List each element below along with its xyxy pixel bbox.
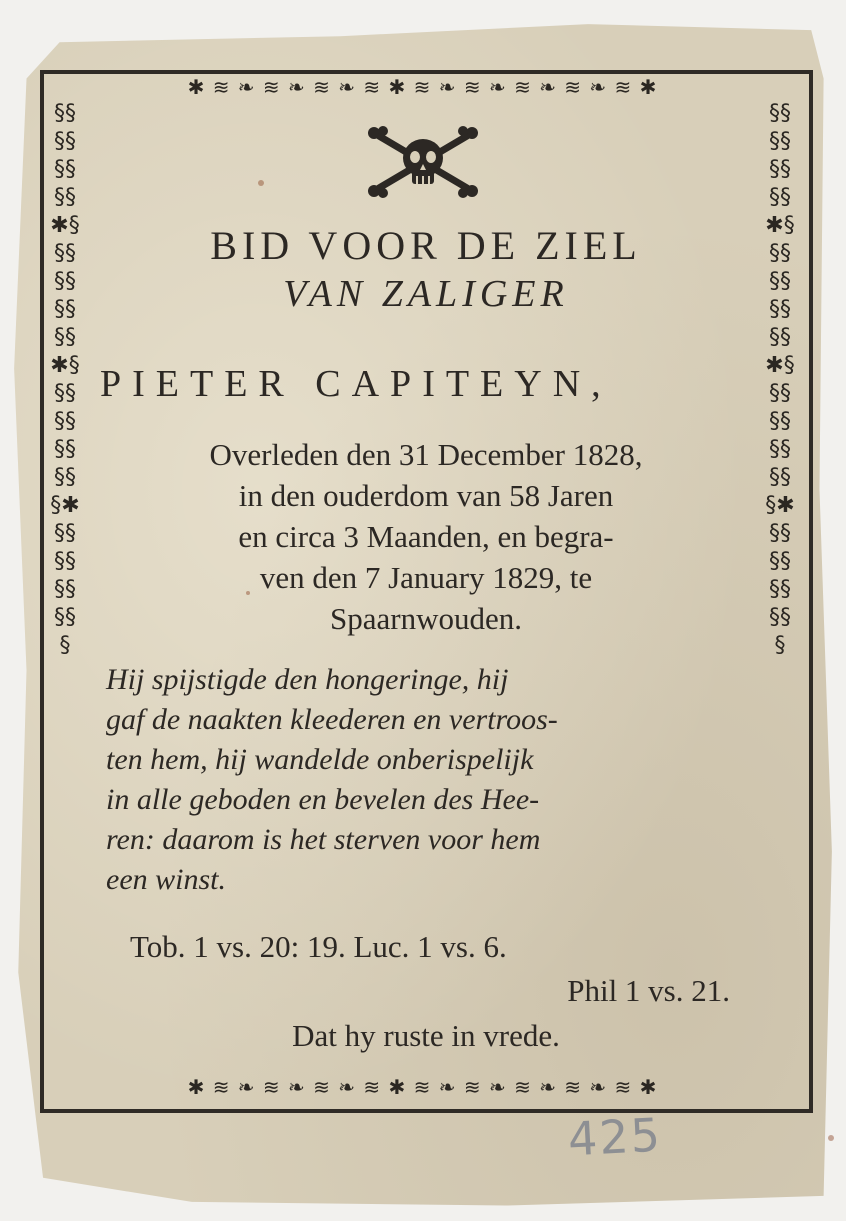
verse-line: in alle geboden en bevelen des Hee- [106,783,540,816]
scripture-references [130,925,730,1013]
title-line-1: BID VOOR DE ZIEL [210,223,642,268]
death-details [96,434,756,639]
details-line: Spaarnwouden. [330,601,522,636]
verse-line: gaf de naakten kleederen en vertroos- [106,703,558,736]
verse-line: een winst. [106,863,226,896]
bible-verse [106,660,756,900]
details-line: en circa 3 Maanden, en begra- [238,519,614,554]
verse-line: Hij spijstigde den hongeringe, hij [106,663,509,696]
paper-stain [828,1135,834,1141]
border-bottom-ornament: ✱ ≋ ❧ ≋ ❧ ≋ ❧ ≋ ✱ ≋ ❧ ≋ ❧ ≋ ❧ ≋ ❧ ≋ ✱ [187,1075,658,1099]
details-line: ven den 7 January 1829, te [259,560,593,595]
skull-crossbones-icon [365,126,481,198]
catalog-number: 425 [566,1107,664,1167]
verse-line: ren: daarom is het sterven voor hem [106,823,541,856]
details-line: in den ouderdom van 58 Jaren [238,478,614,513]
border-right-ornament: §§§§§§§§✱§§§§§§§§§✱§§§§§§§§§§✱§§§§§§§§§ [765,101,795,658]
verse-line: ten hem, hij wandelde onberispelijk [106,743,534,776]
border-top-ornament: ✱ ≋ ❧ ≋ ❧ ≋ ❧ ≋ ✱ ≋ ❧ ≋ ❧ ≋ ❧ ≋ ❧ ≋ ✱ [187,75,658,99]
reference-line-2: Phil 1 vs. 21. [567,973,730,1008]
deceased-name: PIETER CAPITEYN, [100,363,612,405]
reference-line-1: Tob. 1 vs. 20: 19. Luc. 1 vs. 6. [130,929,507,964]
details-line: Overleden den 31 December 1828, [209,437,643,472]
paper-stain [246,591,250,595]
title-line-2: VAN ZALIGER [283,273,569,315]
paper-stain [258,180,264,186]
closing-prayer: Dat hy ruste in vrede. [292,1018,560,1053]
border-left-ornament: §§§§§§§§✱§§§§§§§§§✱§§§§§§§§§§✱§§§§§§§§§ [50,101,80,658]
